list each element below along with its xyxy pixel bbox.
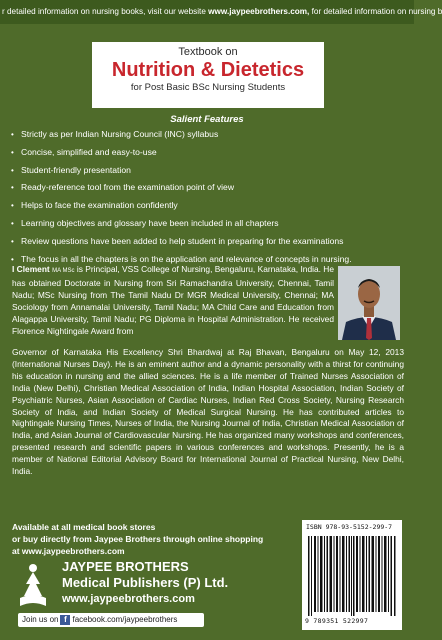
feature-item: • Student-friendly presentation — [11, 162, 411, 180]
bullet-icon: • — [11, 165, 14, 175]
bullet-icon: • — [11, 254, 14, 264]
feature-item: • Helps to face the examination confidently — [11, 197, 411, 215]
availability-line: or buy directly from Jaypee Brothers through online shopping — [12, 534, 264, 544]
bullet-icon: • — [11, 201, 14, 211]
social-link[interactable] — [18, 613, 204, 627]
top-banner-text-2: for detailed information on nursing b — [311, 7, 442, 16]
facebook-icon: f — [60, 615, 70, 625]
feature-item: • The focus in all the chapters is on the application and relevance of concepts in nursing. — [11, 251, 411, 269]
author-bio-top — [12, 264, 334, 337]
author-credentials: MA MSc — [52, 268, 75, 274]
book-title: Nutrition & Dietetics — [111, 59, 305, 81]
availability-info — [12, 521, 263, 557]
social-url[interactable]: facebook.com/jaypeebrothers — [72, 615, 178, 624]
author-name: I Clement — [12, 264, 50, 274]
salient-features-heading: Salient Features — [170, 114, 244, 125]
bullet-icon: • — [11, 183, 14, 193]
isbn-label: ISBN 978-93-5152-299-7 — [306, 523, 393, 531]
isbn-digits: 9 789351 522997 — [305, 617, 369, 625]
bullet-icon: • — [11, 130, 14, 139]
social-text: Join us on — [22, 615, 59, 624]
top-banner — [0, 0, 442, 24]
publisher-name — [62, 559, 228, 591]
feature-item: • Review questions have been added to help student in preparing for the examinations — [11, 233, 411, 251]
bullet-icon: • — [11, 236, 14, 246]
bullet-icon: • — [11, 147, 14, 157]
top-banner-website[interactable]: www.jaypeebrothers.com, — [208, 7, 310, 16]
barcode-icon — [308, 536, 396, 616]
author-bio-text: is Principal, VSS College of Nursing, Bengaluru, Karnataka, India. He has obtained Doctorate in Nursing from Sri Ramachandra University, Chennai, Tamil Nadu; MSc Nursing from The Tamil Nadu Dr MGR Medical University, Chennai; MA Sociology from Annamalai University, Tamil Nadu; MA Child Care and Education from Alagappa University, Tamil Nadu; PG Diploma in Hospital Administration. He received Florence Nightingale Award from — [12, 264, 335, 336]
isbn-barcode-box — [302, 520, 402, 630]
feature-item: • Concise, simplified and easy-to-use — [11, 144, 411, 162]
top-banner-text: r detailed information on nursing books, visit our website — [2, 7, 206, 16]
features-list — [11, 126, 411, 268]
publisher-logo — [16, 562, 50, 610]
feature-item: • Strictly as per Indian Nursing Council (INC) syllabus — [11, 126, 411, 144]
publisher-name-line-2: Medical Publishers (P) Ltd. — [62, 575, 229, 590]
feature-item: • Learning objectives and glossary have been included in all chapters — [11, 215, 411, 233]
title-line-1: Textbook on — [178, 46, 238, 58]
publisher-website[interactable]: www.jaypeebrothers.com — [62, 593, 195, 605]
availability-url[interactable]: at www.jaypeebrothers.com — [12, 546, 125, 556]
publisher-name-line-1: JAYPEE BROTHERS — [62, 559, 189, 574]
author-bio-continued: Governor of Karnataka His Excellency Shri Bhardwaj at Raj Bhavan, Bengaluru on May 12, 2013 (International Nurses Day). He is an eminent author and a dynamic personality with a thirst for continuing his education in nursing and the allied sciences. He is a life member of Trained Nurses Association of India (New Delhi), Christian Medical Association of India, Indian Hospital Association, Indian Society of Psychiatric Nurses, Asian Association of Cardiac Nurses, Indian Red Cross Society, Nursing Research Society of India, and Indian Society of Medical Surgical Nursing. He has contributed articles to Nightingale Nursing Times, Nurses of India, the Nursing Journal of India, Christian Medical Association of India, and Asian Journal of Cardiovascular Nursing. He has organized many workshops and conferences, presented research and scientific papers in various conferences and workshops. Presently, he is a member of National Editorial Advisory Board for International Journal of Practical Nursing, New Delhi, India. — [12, 347, 404, 477]
bullet-icon: • — [11, 218, 14, 228]
title-subtitle: for Post Basic BSc Nursing Students — [130, 82, 286, 93]
feature-item: • Ready-reference tool from the examination point of view — [11, 179, 411, 197]
availability-line: Available at all medical book stores — [12, 522, 156, 532]
title-box — [92, 42, 324, 108]
author-photo — [338, 266, 400, 340]
